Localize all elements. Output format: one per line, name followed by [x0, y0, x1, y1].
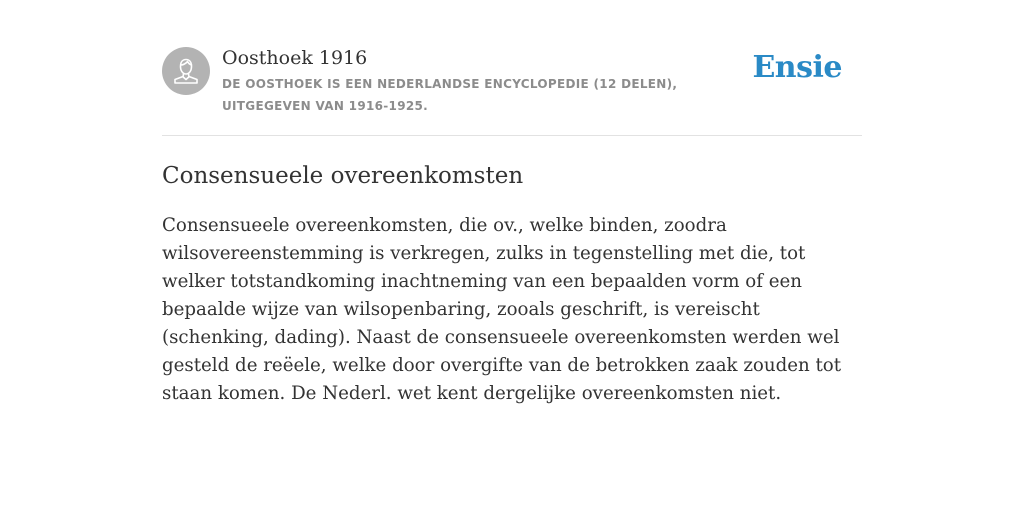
ensie-logo[interactable]: Ensie — [752, 50, 842, 85]
source-header — [162, 0, 862, 136]
avatar[interactable] — [162, 47, 210, 95]
article-title: Consensueele overeenkomsten — [162, 163, 524, 189]
article-card — [162, 0, 862, 408]
source-name[interactable]: Oosthoek 1916 — [222, 47, 368, 69]
source-info — [222, 45, 762, 117]
user-silhouette-icon — [162, 47, 210, 95]
source-description: DE OOSTHOEK IS EEN NEDERLANDSE ENCYCLOPEDIE (12 DELEN), UITGEGEVEN VAN 1916-1925. — [222, 77, 678, 113]
article-body: Consensueele overeenkomsten, die ov., welke binden, zoodra wilsovereenstemming is verkregen, zulks in tegenstelling met die, tot welker totstandkoming inachtneming van een bepaalden vorm of een bepaalde wijze van wilsopenbaring, zooals geschrift, is vereischt (schenking, dading). Naast de consensueele overeenkomsten werden wel gesteld de reëele, welke door overgifte van de betrokken zaak zouden tot staan komen. De Nederl. wet kent dergelijke overeenkomsten niet. — [162, 215, 842, 404]
